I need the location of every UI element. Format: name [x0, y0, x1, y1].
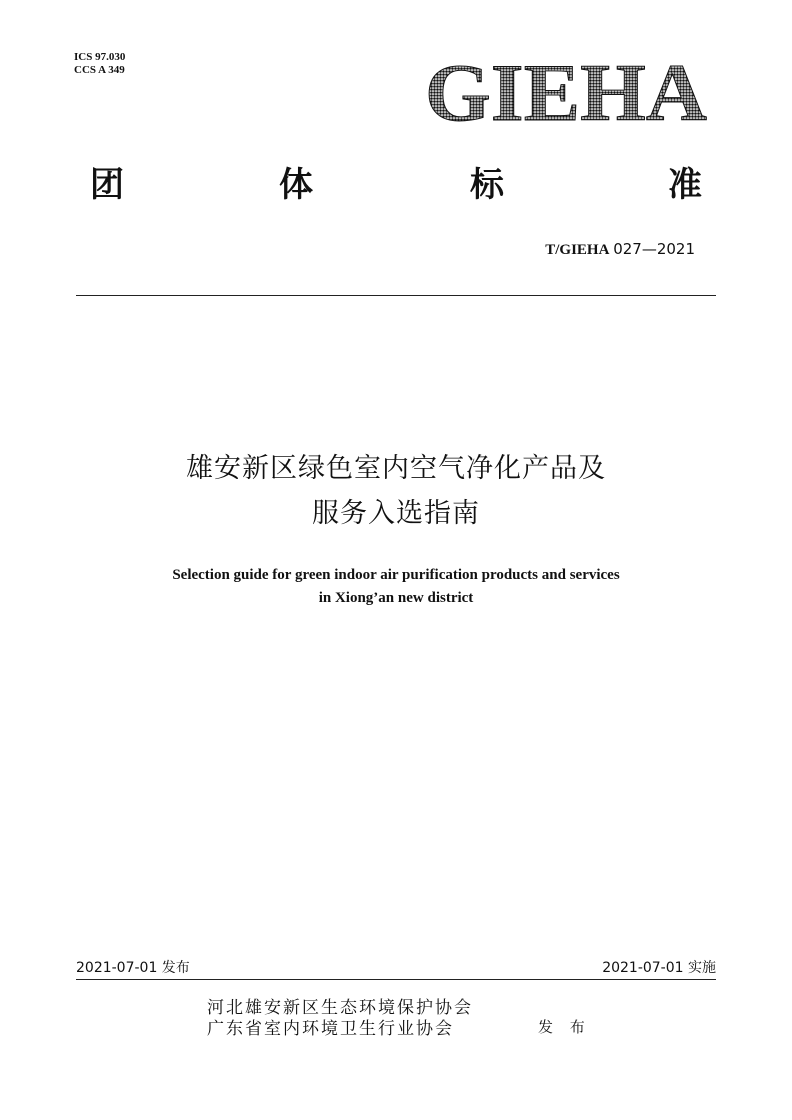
publisher-name: 广东省室内环境卫生行业协会	[207, 1019, 454, 1039]
english-title	[0, 564, 792, 610]
standard-type-char: 体	[279, 165, 313, 205]
standard-number	[545, 240, 695, 259]
issue-date: 2021-07-01 发布	[76, 960, 190, 976]
ccs-code: CCS A 349	[74, 64, 125, 76]
classification-codes	[74, 51, 125, 77]
english-title-line: in Xiong’an new district	[318, 590, 474, 606]
publishers	[207, 998, 473, 1040]
chinese-title-line: 雄安新区绿色室内空气净化产品及	[186, 453, 606, 484]
chinese-title-line: 服务入选指南	[312, 498, 480, 529]
standard-number-prefix: T/GIEHA	[545, 242, 610, 258]
implementation-date: 2021-07-01 实施	[602, 960, 716, 976]
english-title-line: Selection guide for green indoor air purification products and services	[172, 567, 620, 583]
standard-type-char: 准	[668, 165, 702, 205]
standard-number-value: 027—2021	[613, 240, 695, 258]
standard-type-char: 团	[90, 165, 124, 205]
standard-type-char: 标	[470, 165, 504, 205]
ics-code: ICS 97.030	[74, 51, 126, 63]
header-divider	[76, 295, 716, 296]
footer-divider	[76, 979, 716, 980]
logo-text: GIEHA	[425, 52, 707, 126]
chinese-title	[0, 446, 792, 536]
gieha-logo	[424, 52, 709, 126]
publish-label: 发 布	[538, 1018, 591, 1036]
publisher-name: 河北雄安新区生态环境保护协会	[207, 998, 473, 1018]
standard-type	[90, 162, 710, 212]
